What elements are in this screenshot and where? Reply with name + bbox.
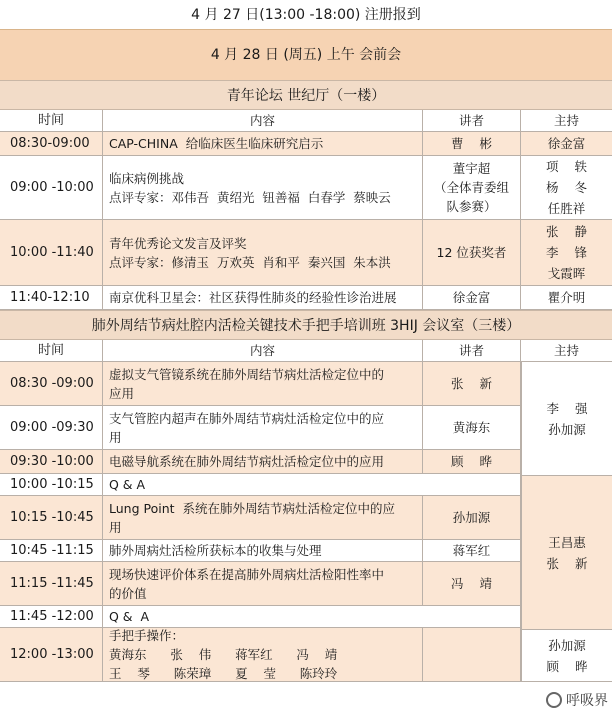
- section-title: 肺外周结节病灶腔内活检关键技术手把手培训班 3HIJ 会议室（三楼）: [0, 310, 612, 340]
- text-line: （全体青委组: [433, 180, 509, 195]
- time-cell: 09:30 -10:00: [0, 450, 103, 473]
- table-header: [0, 110, 612, 132]
- text-line: CAP-CHINA 给临床医生临床研究启示: [109, 136, 324, 151]
- text-line: 青年优秀论文发言及评奖: [109, 235, 247, 251]
- header-time: 时间: [0, 110, 103, 131]
- host-cell: [521, 476, 612, 630]
- text-line: 杨 冬: [546, 180, 587, 195]
- watermark-text: 呼吸界: [566, 693, 608, 709]
- content-cell: [103, 606, 521, 627]
- table-row: [0, 220, 612, 286]
- text-line: 手把手操作：: [109, 628, 185, 643]
- text-line: 张 新: [546, 555, 588, 571]
- text-line: 任胜祥: [547, 201, 586, 216]
- content-cell: [103, 474, 521, 495]
- content-cell: [103, 220, 423, 285]
- content-cell: [103, 450, 423, 473]
- content-cell: [103, 132, 423, 155]
- text-line: 曹 彬: [451, 136, 492, 151]
- time-cell: 08:30 -09:00: [0, 362, 103, 405]
- text-line: Lung Point 系统在肺外周结节病灶活检定位中的应: [109, 500, 395, 516]
- table-header: [0, 340, 612, 362]
- text-line: 黄海东: [452, 420, 491, 435]
- text-line: 戈霞晖: [547, 266, 586, 281]
- time-cell: 10:00 -11:40: [0, 220, 103, 285]
- speaker-cell: [423, 132, 521, 155]
- text-line: 李 强: [546, 400, 588, 416]
- text-line: 用: [109, 519, 122, 535]
- text-line: 孙加源: [548, 421, 586, 437]
- header-host: 主持: [553, 113, 579, 128]
- text-line: 蒋军红: [452, 543, 491, 558]
- text-line: 电磁导航系统在肺外周结节病灶活检定位中的应用: [109, 454, 385, 469]
- time-cell: 09:00 -09:30: [0, 406, 103, 449]
- host-cell: [521, 132, 612, 155]
- content-cell: [103, 562, 423, 605]
- time-cell: 08:30-09:00: [0, 132, 103, 155]
- time-cell: 11:40-12:10: [0, 286, 103, 309]
- table-row: [0, 286, 612, 310]
- text-line: 张 新: [451, 376, 492, 391]
- chat-bubble-icon: [546, 692, 562, 708]
- text-line: 董宇超: [452, 161, 491, 176]
- host-cell: [521, 220, 612, 285]
- text-line: Q & A: [109, 477, 146, 492]
- content-cell: [103, 406, 423, 449]
- text-line: 冯 靖: [451, 576, 492, 591]
- speaker-cell: [423, 562, 521, 605]
- speaker-cell: [423, 406, 521, 449]
- header-content: 内容: [103, 340, 423, 361]
- host-cell: [521, 286, 612, 309]
- text-line: 临床病例挑战: [109, 170, 185, 186]
- content-cell: [103, 496, 423, 539]
- time-cell: 10:15 -10:45: [0, 496, 103, 539]
- text-line: 李 锋: [546, 245, 587, 260]
- content-cell: [103, 286, 423, 309]
- text-line: 队参赛）: [446, 199, 497, 214]
- text-line: Q & A: [109, 609, 150, 624]
- text-line: 点评专家：修清玉 万欢英 肖和平 秦兴国 朱本洪: [109, 254, 391, 270]
- text-line: 支气管腔内超声在肺外周结节病灶活检定位中的应: [109, 410, 385, 426]
- speaker-cell: [423, 496, 521, 539]
- registration-band: 4 月 27 日(13:00 -18:00) 注册报到: [0, 0, 612, 30]
- text-line: 南京优科卫星会：社区获得性肺炎的经验性诊治进展: [109, 290, 397, 305]
- time-cell: 12:00 -13:00: [0, 628, 103, 681]
- speaker-cell: [423, 628, 521, 681]
- time-cell: 09:00 -10:00: [0, 156, 103, 219]
- header-time: 时间: [0, 340, 103, 361]
- time-cell: 10:45 -11:15: [0, 540, 103, 561]
- text-line: 点评专家：邓伟吾 黄绍光 钮善福 白春学 蔡映云: [109, 189, 391, 205]
- watermark: [546, 690, 608, 710]
- text-line: 应用: [109, 385, 135, 401]
- header-content: 内容: [103, 110, 423, 131]
- time-cell: 11:15 -11:45: [0, 562, 103, 605]
- text-line: 徐金富: [547, 136, 586, 151]
- text-line: 的价值: [109, 585, 147, 601]
- speaker-cell: [423, 362, 521, 405]
- text-line: 12 位获奖者: [436, 245, 507, 260]
- text-line: 现场快速评价体系在提高肺外周病灶活检阳性率中: [109, 566, 385, 582]
- text-line: 用: [109, 429, 122, 445]
- text-line: 张 静: [546, 224, 587, 239]
- header-speaker: 讲者: [423, 340, 521, 361]
- content-cell: [103, 362, 423, 405]
- speaker-cell: [423, 450, 521, 473]
- speaker-cell: [423, 286, 521, 309]
- host-cell: [521, 156, 612, 219]
- content-cell: [103, 540, 423, 561]
- text-line: 虚拟支气管镜系统在肺外周结节病灶活检定位中的: [109, 366, 385, 382]
- text-line: 瞿介明: [547, 290, 586, 305]
- content-cell: [103, 156, 423, 219]
- table-row: [0, 156, 612, 220]
- text-line: 王 琴 陈荣璋 夏 莹 陈玲玲: [109, 666, 338, 681]
- header-speaker: 讲者: [423, 110, 521, 131]
- speaker-cell: [423, 540, 521, 561]
- text-line: 项 轶: [546, 159, 587, 174]
- header-host: 主持: [553, 343, 579, 358]
- speaker-cell: [423, 220, 521, 285]
- text-line: 肺外周病灶活检所获标本的收集与处理: [109, 543, 322, 558]
- host-cell: [521, 630, 612, 682]
- text-line: 徐金富: [452, 290, 491, 305]
- text-line: 顾 晔: [546, 658, 588, 674]
- text-line: 顾 晔: [451, 454, 492, 469]
- time-cell: 10:00 -10:15: [0, 474, 103, 495]
- text-line: 王昌惠: [548, 534, 586, 550]
- host-cell: [521, 362, 612, 476]
- content-cell: [103, 628, 423, 681]
- section-title: 青年论坛 世纪厅（一楼）: [0, 80, 612, 110]
- text-line: 孙加源: [452, 510, 491, 525]
- time-cell: 11:45 -12:00: [0, 606, 103, 627]
- speaker-cell: [423, 156, 521, 219]
- text-line: 孙加源: [548, 637, 586, 653]
- table-row: [0, 132, 612, 156]
- text-line: 黄海东 张 伟 蒋军红 冯 靖: [109, 647, 338, 662]
- day-header: 4 月 28 日 (周五) 上午 会前会: [0, 30, 612, 80]
